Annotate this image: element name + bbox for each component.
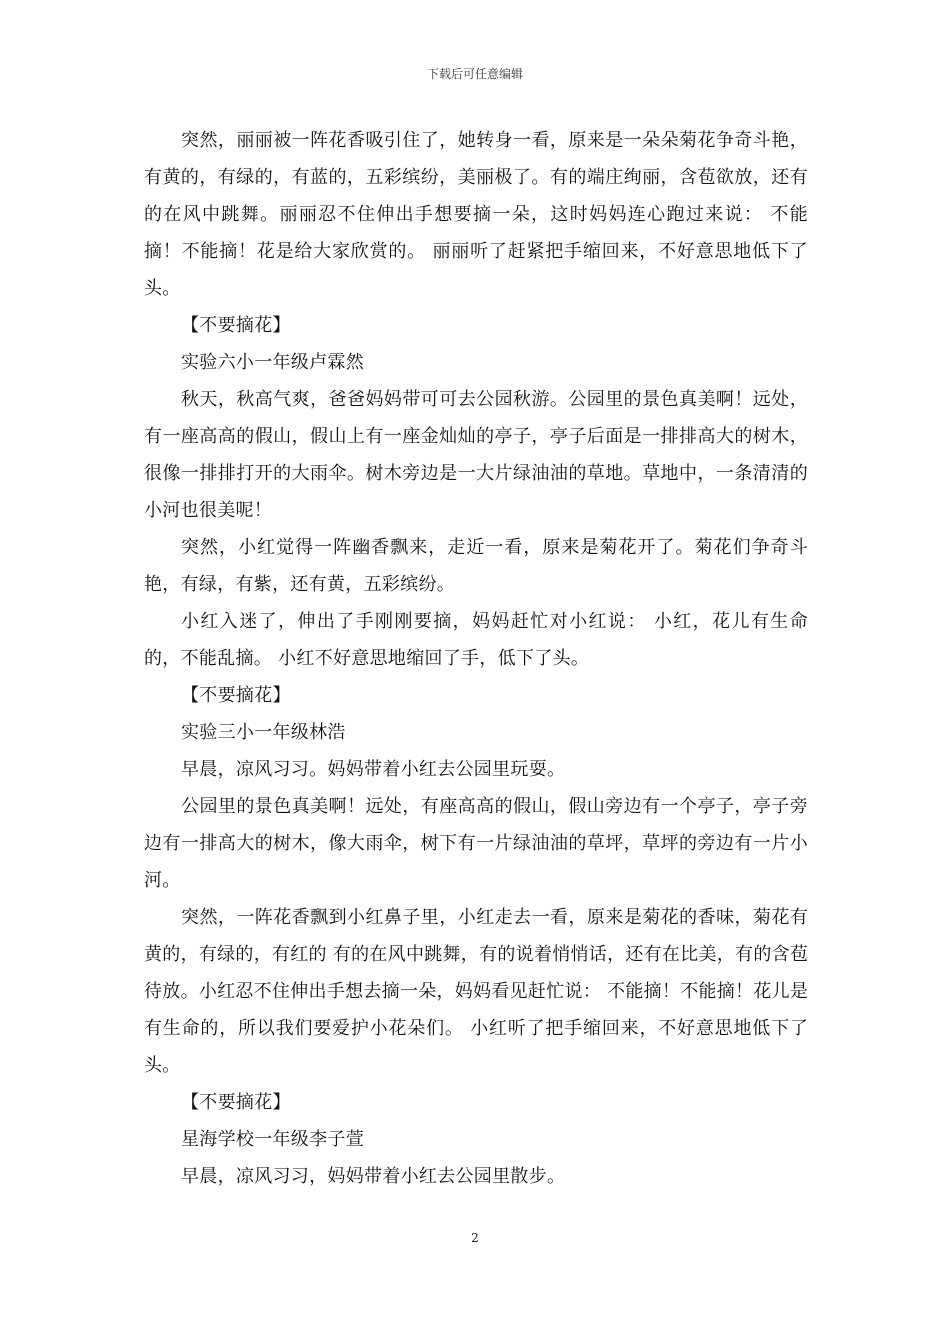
author-line: 实验三小一年级林浩 (181, 722, 346, 743)
section-title: 【不要摘花】 (181, 685, 291, 706)
paragraph: 突然，丽丽被一阵花香吸引住了，她转身一看，原来是一朵朵菊花争奇斗艳，有黄的，有绿的，有蓝的，五彩缤纷，美丽极了。有的端庄绚丽，含苞欲放，还有的在风中跳舞。丽丽忍不住伸出手想要摘一朵，这时妈妈连心跑过来说： 不能摘！不能摘！花是给大家欣赏的。 丽丽听了赶紧把手缩回来，不好意思地低下了头。 (144, 130, 808, 299)
section-title: 【不要摘花】 (181, 315, 291, 336)
author-line: 实验六小一年级卢霖然 (181, 352, 364, 373)
section-title: 【不要摘花】 (181, 1092, 291, 1113)
paragraph: 秋天，秋高气爽，爸爸妈妈带可可去公园秋游。公园里的景色真美啊！远处，有一座高高的假山，假山上有一座金灿灿的亭子，亭子后面是一排排高大的树木，很像一排排打开的大雨伞。树木旁边是一大片绿油油的草地。草地中，一条清清的小河也很美呢！ (144, 389, 808, 521)
paragraph: 突然，小红觉得一阵幽香飘来，走近一看，原来是菊花开了。菊花们争奇斗艳，有绿，有紫，还有黄，五彩缤纷。 (144, 537, 808, 595)
paragraph: 早晨，凉风习习。妈妈带着小红去公园里玩耍。 (181, 759, 566, 780)
paragraph: 突然，一阵花香飘到小红鼻子里，小红走去一看，原来是菊花的香味，菊花有黄的，有绿的，有红的 有的在风中跳舞，有的说着悄悄话，还有在比美，有的含苞待放。小红忍不住伸出手想去摘一朵，妈妈看见赶忙说： 不能摘！不能摘！花儿是有生命的，所以我们要爱护小花朵们。 小红听了把手缩回来，不好意思地低下了头。 (144, 907, 808, 1076)
page-header: 下载后可任意编辑 (426, 67, 523, 81)
paragraph: 公园里的景色真美啊！远处，有座高高的假山，假山旁边有一个亭子，亭子旁边有一排高大的树木，像大雨伞，树下有一片绿油油的草坪，草坪的旁边有一片小河。 (144, 796, 808, 891)
paragraph: 早晨，凉风习习，妈妈带着小红去公园里散步。 (181, 1166, 566, 1187)
paragraph: 小红入迷了，伸出了手刚刚要摘，妈妈赶忙对小红说： 小红，花儿有生命的，不能乱摘。 小红不好意思地缩回了手，低下了头。 (144, 611, 808, 669)
page-number: 2 (471, 1231, 479, 1245)
author-line: 星海学校一年级李子萱 (181, 1129, 364, 1150)
document-body (144, 122, 808, 1195)
